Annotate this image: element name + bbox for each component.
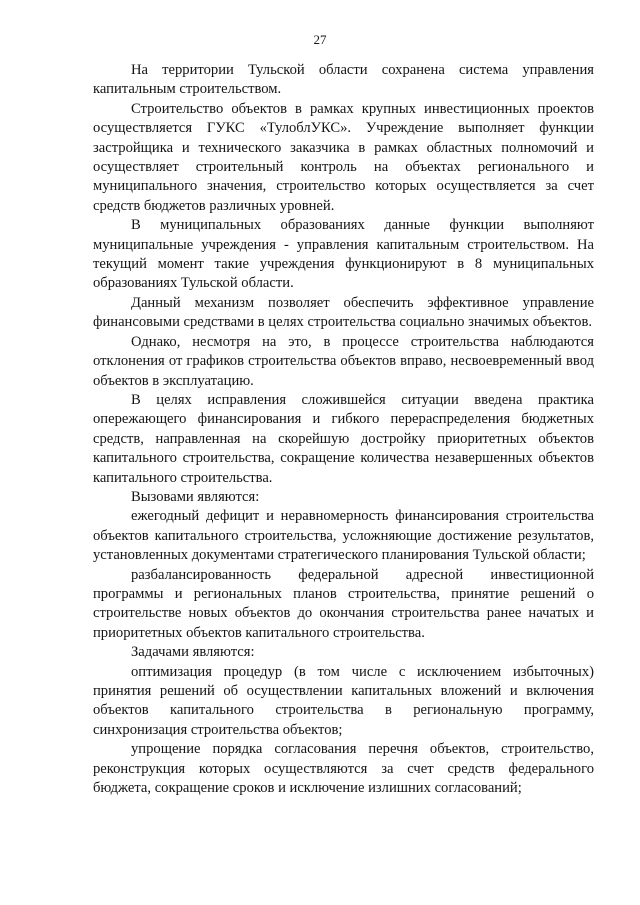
paragraph-task-simplification: упрощение порядка согласования перечня объектов, строительство, реконструкция которых осуществляются за счет средств федерального бюджета, сокращение сроков и исключение излишних согласований; (93, 741, 594, 797)
paragraph-tasks-heading: Задачами являются: (131, 644, 255, 661)
paragraph-mechanism: Данный механизм позволяет обеспечить эффективное управление финансовыми средствами в целях строительства социально значимых объектов. (93, 294, 594, 331)
paragraph-guks-construction: Строительство объектов в рамках крупных инвестиционных проектов осуществляется ГУКС «ТулоблУКС». Учреждение выполняет функции застройщика и технического заказчика в рамках областных полномочий и осуществляет строительный контроль на объектах регионального и муниципального значения, строительство которых осуществляется за счет средств бюджетов различных уровней. (93, 100, 594, 214)
paragraph-system-preserved: На территории Тульской области сохранена система управления капитальным строительством. (93, 62, 594, 98)
paragraph-municipal-institutions: В муниципальных образованиях данные функции выполняют муниципальные учреждения - управления капитальным строительством. На текущий момент такие учреждения функционируют в 8 муниципальных образованиях Тульской области. (93, 217, 594, 292)
paragraph-challenge-imbalance: разбалансированность федеральной адресной инвестиционной программы и региональных планов строительства, принятие решений о строительстве новых объектов до окончания строительства ранее начатых и приоритетных объектов капитального строительства. (93, 566, 594, 641)
paragraph-challenges-heading: Вызовами являются: (131, 488, 260, 505)
page-number: 27 (313, 32, 327, 47)
paragraph-deviations: Однако, несмотря на это, в процессе строительства наблюдаются отклонения от графиков строительства объектов вправо, несвоевременный ввод объектов в эксплуатацию. (93, 333, 594, 389)
paragraph-task-optimization: оптимизация процедур (в том числе с исключением избыточных) принятия решений об осуществлении капитальных вложений и включения объектов капитального строительства в региональную программу, синхронизация строительства объектов; (93, 663, 594, 738)
document-body (93, 61, 594, 798)
paragraph-advance-financing: В целях исправления сложившейся ситуации введена практика опережающего финансирования и гибкого перераспределения бюджетных средств, направленная на скорейшую достройку приоритетных объектов капитального строительства, сокращение количества незавершенных объектов капитального строительства. (93, 391, 594, 486)
paragraph-challenge-deficit: ежегодный дефицит и неравномерность финансирования строительства объектов капитального строительства, усложняющие достижение результатов, установленных документами стратегического планирования Тульской области; (93, 508, 594, 564)
